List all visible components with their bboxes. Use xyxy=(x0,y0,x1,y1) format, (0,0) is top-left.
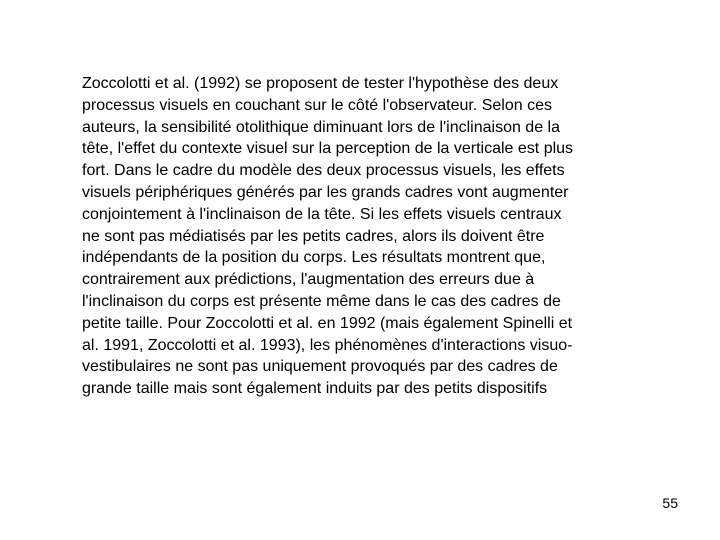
body-line: indépendants de la position du corps. Les résultats montrent que, xyxy=(82,249,546,267)
body-line: Zoccolotti et al. (1992) se proposent de tester l'hypothèse des deux xyxy=(82,75,559,92)
body-line: contrairement aux prédictions, l'augmentation des erreurs due à xyxy=(82,271,535,289)
body-line: tête, l'effet du contexte visuel sur la perception de la verticale est plus xyxy=(82,140,574,158)
body-line: al. 1991, Zoccolotti et al. 1993), les phénomènes d'interactions visuo- xyxy=(82,336,573,354)
body-line: l'inclinaison du corps est présente même dans le cas des cadres de xyxy=(82,292,561,310)
body-line: processus visuels en couchant sur le côté l'observateur. Selon ces xyxy=(82,96,552,114)
body-line: grande taille mais sont également induits par des petits dispositifs xyxy=(82,380,548,398)
body-paragraph xyxy=(82,73,662,400)
body-line: conjointement à l'inclinaison de la tête. Si les effets visuels centraux xyxy=(82,205,562,223)
body-line: vestibulaires ne sont pas uniquement provoqués par des cadres de xyxy=(82,358,558,376)
page-number: 55 xyxy=(662,495,678,511)
body-line: fort. Dans le cadre du modèle des deux processus visuels, les effets xyxy=(82,162,565,180)
body-line: ne sont pas médiatisés par les petits cadres, alors ils doivent être xyxy=(82,227,545,245)
body-line: petite taille. Pour Zoccolotti et al. en 1992 (mais également Spinelli et xyxy=(82,314,573,332)
body-line: visuels périphériques générés par les grands cadres vont augmenter xyxy=(82,183,569,201)
body-line: auteurs, la sensibilité otolithique diminuant lors de l'inclinaison de la xyxy=(82,118,560,136)
